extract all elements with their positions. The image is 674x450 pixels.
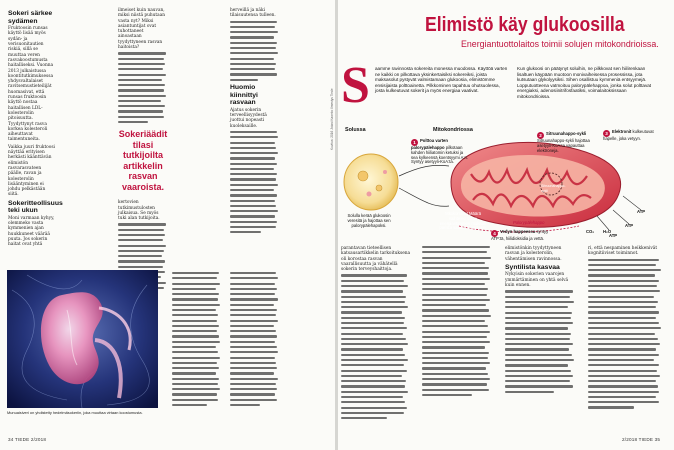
section-heading: Sokeri särkee sydämen (8, 10, 53, 25)
step-2-title: Sitruunahappo-sykli (546, 131, 587, 136)
body-paragraph: Moni varmaan kyhyy, olemmeko vasta kymmenien ajan huukkuneet väärää puuta. Jos sokerin haitat ovat yhtä (8, 215, 55, 248)
body-paragraph: elimistönkin tyydyttyneen rasvan ja kolesterolin, vähentämisen ravinnossa. (505, 246, 562, 262)
label-atp-3: ATP (609, 233, 618, 238)
mitochondria-diagram (341, 126, 667, 242)
body-paragraph: herveillä ja näki tilaisuutensa tulleen. (230, 8, 276, 19)
body-paragraph: Vaikka juuri fruktoosi näyttää erityisen herkästi käänttävän elimistön rasvarasvateen päälle, ravan ja kolesterolin lisääntyminen ei johdu pelkästään siitä. (8, 144, 55, 198)
step-4: 4 Vedyn happeessa syntyy ATP:tä, hiilidioksidia ja vettä. (491, 229, 549, 241)
right-col-2 (422, 246, 494, 432)
left-lower-col-3 (230, 272, 280, 432)
section-heading: Sokeritteollisuus teki ukun (8, 199, 63, 215)
left-folio: 34 TIEDE 2/2018 (8, 437, 47, 442)
body-paragraph: ilmeiset kuin nauvan, miksi niistä puhutaan vasta nyt? Miksi asiantuntijat ovat tuhottaneet ainoastaan tyydyttyneen rasvan haitoista? (118, 8, 166, 51)
step-3-text: kulkeutuvat hapelle, joka vetyyn. (603, 129, 654, 141)
step-2: 2 Sitruunahappo-sykli Sitruunahappo-sykli hajottaa asetyyli-KoA:ta vapauttaa elektroneja. (537, 131, 590, 153)
photo-caption: Munuaisiveri on yhdistetty hedelmäsokeriin, joka muuttaa virtaan koostumusta. (7, 410, 143, 415)
step-3-title: Elektronit (612, 129, 632, 134)
article-subtitle: Energiantuottolaitos toimii solujen mitokondrioissa. (461, 39, 659, 50)
step-1-title: Polttoa varten palorypälehappo (411, 138, 448, 150)
step-3: 3 Elektronit kulkeutuvat hapelle, joka vetyyn. (603, 129, 654, 141)
left-col-1 (8, 8, 63, 266)
label-mitochondrion: Mitokondriossa (433, 127, 473, 133)
kidney-photo (7, 270, 158, 408)
right-folio: 2/2018 TIEDE 35 (622, 437, 661, 442)
label-glucose: Solulla kerää glukoosin veresitä ja hajottaa sen palorypälehapoksi. (347, 213, 391, 228)
intro-col-1: aamme ravinnosta sokereita monessa muodossa. Käyttöä varten ne kaikki on pilkottava yksinkertaisiksi sokereiksi, joista maksasolut pystyvät valmistamaan glukoosia, elimistömme ensisijaista polttoainetta. Pilkkominen tapahtuu ohutsuolessa, josta kulkeutuvat sokerit ja myös energiaa vaativat. (375, 66, 508, 93)
label-cell: Solussa (345, 127, 366, 133)
illustration-credit: Kuvitus: 2016 Joiani Kaneko Ilmestys Tiede (330, 88, 334, 150)
body-paragraph: ri, että nespaminen heikkenivät kognitiiviset toiminnot. (588, 246, 658, 257)
left-col-3 (230, 8, 280, 266)
label-atp-1: ATP (637, 209, 646, 214)
drop-cap: S (341, 57, 370, 114)
step-1-text: pilkotaan kahden hiiliatomin ketuksi ja sea kylkeensä koentsyymi A:n. Syntyy asetyyli-KoA:ta. (411, 145, 469, 165)
pull-quote: Sokeriäädit tilasi tutkijoilta artikkelin rasvan vaaroista. (118, 129, 168, 192)
left-col-2 (118, 8, 168, 266)
label-h2o: H₂O (603, 229, 612, 234)
body-paragraph: Fruktoosin runsas käyttö lisää myös sydän- ja verisuonitautien riskiä, sillä se muuttaa veren rasvakoostumusta haitalliseksi. Vuonna 2013 julkaistussa koontitutkimuksessa yhdysvaltalaiset ravitsemustieteilijät huomasivat, että runsas fruktoosin käyttö nostaa haitallisen LDL-kolesterolin pitoisuutta. Tyydyttynyt rasva korkea kolesteroli aiheuttavat taimentuneita. (8, 26, 54, 143)
label-sitr-cycle: Sitruunahappo-sykli (541, 184, 566, 193)
section-heading: Syntilista kasvaa (505, 263, 560, 271)
body-paragraph: parantavan tieteellisen katsausartikkelin tarkoituksena oli korostaa rasvan vaarallisuutta ja vähätellä sokerin terveyshaittoja. (341, 246, 411, 273)
article-title: Elimistö käy glukoosilla (425, 14, 625, 36)
step-4-text: syntyy ATP:tä, hiilidioksidia ja vettä. (491, 229, 549, 241)
label-atp-2: ATP (625, 223, 634, 228)
label-mito-desc: Mitokondriot Määrä vaihtelee solun energiantarpeen mukaan parista sataan tuhanteen. (439, 211, 487, 231)
intro-col-2: Kun glukoosi on päätynyt soluihin, ne pilkkovat sen hiilirenkaan lisaltuen käypään muotoon monivaiheisessa prosessissa, jota kutsutaan glykolyysiksi. Sihen osallistuu kymmeniä entsyymejä. Lopputuotteena vatmoituu palorypälehappoa, jonka solut polttavat energiaksi, adenosiinitrifosfaatiksi, voimalaitoksissaan mitokondrioissa. (517, 66, 652, 99)
right-col-1 (341, 246, 411, 432)
step-2-text: Sitruunahappo-sykli hajottaa asetyyli-KoA:ta vapauttaa elektroneja. (537, 138, 590, 153)
step-4-title: Vedyn happeessa (500, 229, 536, 234)
body-paragraph: Ajatus sokerin terveellisyydestä juottui nopeasti kuoleksaille. (230, 107, 267, 129)
right-col-4 (588, 246, 664, 432)
section-heading: Huomio kiinnittyi rasvaan (230, 83, 258, 107)
label-co2: CO₂ (586, 229, 595, 234)
body-paragraph: Nykyisin sokerien vaarojen ymmärtäminen on yhtä selvä kuin ennen. (505, 272, 569, 289)
body-paragraph: kertovien tutkimustulosten julkaisua. Se myös tuki alan tutkijoita. (118, 200, 160, 222)
left-lower-col-2 (172, 272, 222, 432)
right-col-3 (505, 246, 577, 432)
label-pyruvate: Palorypälehappo (513, 220, 545, 225)
step-1: 1 Polttoa varten palorypälehappo pilkotaan kahden hiiliatomin ketuksi ja sea kylkeensä koentsyymi A:n. Syntyy asetyyli-KoA:ta. (411, 138, 469, 165)
